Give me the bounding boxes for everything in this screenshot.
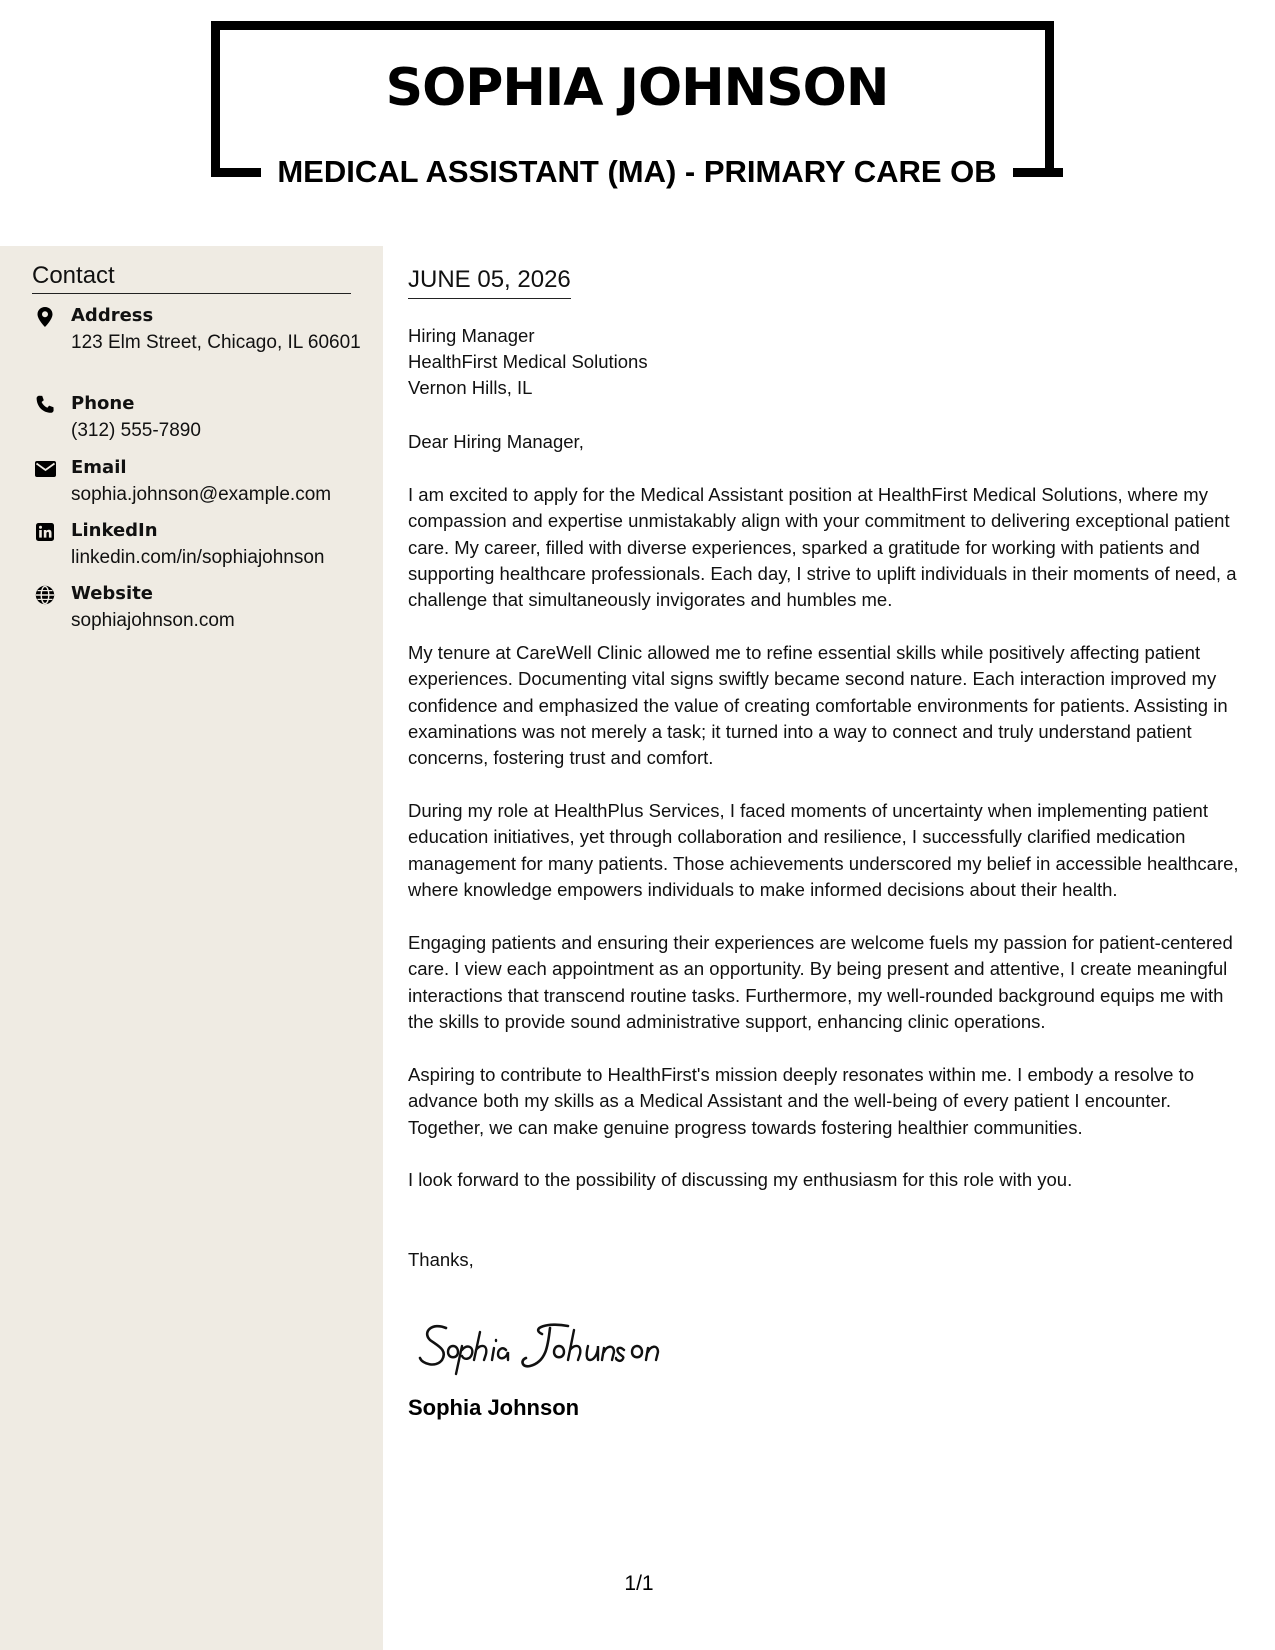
linkedin-icon: [32, 522, 58, 542]
body-paragraph: I am excited to apply for the Medical Assistant position at HealthFirst Medical Solutions, where my compassion and expertise unmistakably align with your commitment to delivering exceptional patient care. My career, filled with diverse experiences, sparked a gratitude for working with patients and supporting healthcare professionals. Each day, I strive to uplift individuals in their moments of need, a challenge that simultaneously invigorates and humbles me.: [408, 484, 1237, 611]
recipient-line: HealthFirst Medical Solutions: [408, 351, 648, 372]
recipient-block: [408, 323, 648, 401]
recipient-line: Vernon Hills, IL: [408, 377, 533, 398]
contact-label: LinkedIn: [71, 520, 158, 541]
map-pin-icon: [32, 307, 58, 327]
closing: Thanks,: [408, 1249, 474, 1270]
applicant-name: SOPHIA JOHNSON: [385, 58, 889, 118]
contact-value: (312) 555-7890: [71, 420, 201, 441]
contact-sidebar: [0, 246, 383, 1650]
body-paragraph: During my role at HealthPlus Services, I faced moments of uncertainty when implementing patient education initiatives, yet through collaboration and resilience, I successfully clarified medication management for many patients. Those achievements underscored my belief in accessible healthcare, where knowledge empowers individuals to make informed decisions about their health.: [408, 800, 1239, 900]
salutation: Dear Hiring Manager,: [408, 431, 584, 452]
contact-label: Address: [71, 305, 154, 326]
contact-label: Email: [71, 457, 127, 478]
handwritten-signature: [418, 1306, 668, 1381]
contact-value: sophia.johnson@example.com: [71, 484, 332, 505]
phone-icon: [32, 395, 58, 415]
letter-date: JUNE 05, 2026: [408, 266, 571, 299]
page-number: 1/1: [624, 1572, 654, 1595]
job-title: MEDICAL ASSISTANT (MA) - PRIMARY CARE OB: [277, 154, 997, 189]
envelope-icon: [32, 459, 58, 479]
contact-value: linkedin.com/in/sophiajohnson: [71, 547, 325, 568]
signer-name: Sophia Johnson: [408, 1395, 580, 1420]
contact-label: Website: [71, 583, 154, 604]
body-paragraph: I look forward to the possibility of discussing my enthusiasm for this role with you.: [408, 1169, 1073, 1190]
body-paragraph: Engaging patients and ensuring their experiences are welcome fuels my passion for patient-centered care. I view each appointment as an opportunity. By being present and attentive, I create meaningful interactions that transcend routine tasks. Furthermore, my well-rounded background equips me with the skills to provide sound administrative support, enhancing clinic operations.: [408, 932, 1233, 1032]
contact-value: sophiajohnson.com: [71, 610, 235, 631]
body-paragraph: Aspiring to contribute to HealthFirst's mission deeply resonates within me. I embody a resolve to advance both my skills as a Medical Assistant and the well-being of every patient I encounter. Together, we can make genuine progress towards fostering healthier communities.: [408, 1064, 1195, 1138]
contact-label: Phone: [71, 393, 135, 414]
contact-value: 123 Elm Street, Chicago, IL 60601: [71, 332, 361, 353]
recipient-line: Hiring Manager: [408, 325, 535, 346]
body-paragraph: My tenure at CareWell Clinic allowed me to refine essential skills while positively affecting patient experiences. Documenting vital signs swiftly became second nature. Each interaction improved my confidence and emphasized the value of creating comfortable environments for patients. Assisting in examinations was not merely a task; it turned into a way to connect and truly understand patient concerns, fostering trust and comfort.: [408, 642, 1228, 769]
globe-icon: [32, 585, 58, 605]
contact-heading: Contact: [32, 262, 351, 294]
